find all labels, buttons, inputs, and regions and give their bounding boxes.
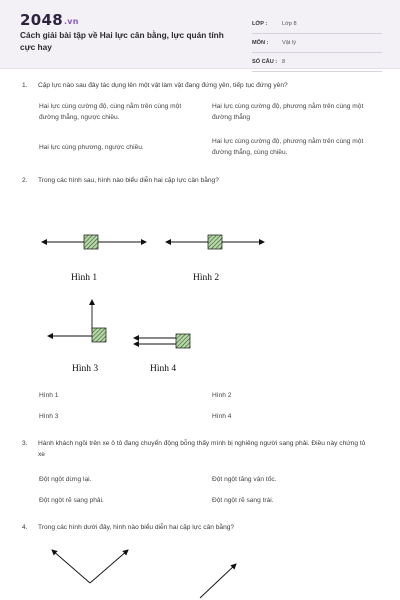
meta-row-class (252, 15, 382, 34)
figure-2-diagram (164, 232, 304, 252)
q4-figure-right (196, 560, 246, 600)
answer-option[interactable]: Hai lực cùng cường độ, phương nằm trên cùng một đường thẳng, cùng chiều. (212, 138, 364, 156)
page-header (0, 0, 400, 69)
meta-row-count (252, 53, 382, 72)
logo-ext: .vn (63, 17, 79, 26)
question-text: Cặp lực nào sau đây tác dụng lên một vật làm vật đang đứng yên, tiếp tục đứng yên? (38, 82, 288, 89)
question-1 (22, 81, 382, 92)
question-number: 4. (22, 524, 28, 531)
force-arrow (200, 564, 236, 598)
meta-table (252, 15, 382, 72)
question-text: Trong các hình dưới đây, hình nào biểu diễn hai cặp lực cân bằng? (38, 524, 235, 531)
answer-option[interactable]: Hình 3 (39, 413, 59, 420)
answer-option[interactable]: Hình 4 (212, 413, 232, 420)
q4-figure-left (48, 548, 138, 588)
hatched-block (208, 235, 222, 249)
figure-label: Hình 4 (150, 364, 177, 374)
answer-option[interactable]: Hình 1 (39, 392, 59, 399)
question-number: 1. (22, 82, 28, 89)
force-arrow (90, 550, 128, 583)
question-2 (22, 176, 382, 187)
question-text: Hành khách ngồi trên xe ô tô đang chuyển động bỗng thấy mình bị nghiêng người sang phải. Điều này chứng tỏ xe (38, 440, 366, 458)
answer-option[interactable]: Đột ngột dừng lại. (39, 476, 92, 483)
document-title: Cách giải bài tập về Hai lực cân bằng, lực quán tính cực hay (20, 30, 224, 52)
force-arrow (52, 550, 90, 583)
meta-row-subject (252, 34, 382, 53)
question-number: 3. (22, 440, 28, 447)
meta-value: Vật lý (282, 40, 296, 46)
meta-key: LỚP : (252, 21, 268, 27)
answer-option[interactable]: Hai lực cùng cường độ, phương nằm trên cùng một đường thẳng (212, 103, 364, 121)
meta-key: SỐ CÂU : (252, 59, 278, 65)
figure-label: Hình 2 (193, 273, 220, 283)
figure-1-diagram (40, 232, 180, 252)
logo-text: 2048 (20, 11, 63, 29)
figure-3-diagram (46, 298, 116, 348)
question-4 (22, 523, 382, 534)
hatched-block (92, 328, 106, 342)
question-text: Trong các hình sau, hình nào biểu diễn hai cặp lực cân bằng? (38, 177, 219, 184)
meta-key: MÔN : (252, 40, 269, 46)
question-number: 2. (22, 177, 28, 184)
figure-label: Hình 3 (72, 364, 99, 374)
answer-option[interactable]: Đột ngột rẽ sang phải. (39, 497, 104, 504)
meta-value: Lớp 8 (282, 21, 297, 27)
answer-option[interactable]: Đột ngột tăng vận tốc. (212, 476, 277, 483)
answer-option[interactable]: Hai lực cùng phương, ngược chiều. (39, 144, 144, 151)
site-logo[interactable] (20, 11, 79, 29)
meta-value: 8 (282, 59, 286, 65)
question-3 (22, 439, 372, 460)
answer-option[interactable]: Hai lực cùng cường độ, cùng nằm trên cùng một đường thẳng, ngược chiều. (39, 103, 182, 121)
answer-option[interactable]: Hình 2 (212, 392, 232, 399)
figure-label: Hình 1 (71, 273, 98, 283)
hatched-block (176, 334, 190, 348)
hatched-block (84, 235, 98, 249)
answer-option[interactable]: Đột ngột rẽ sang trái. (212, 497, 274, 504)
figure-4-diagram (132, 332, 202, 354)
